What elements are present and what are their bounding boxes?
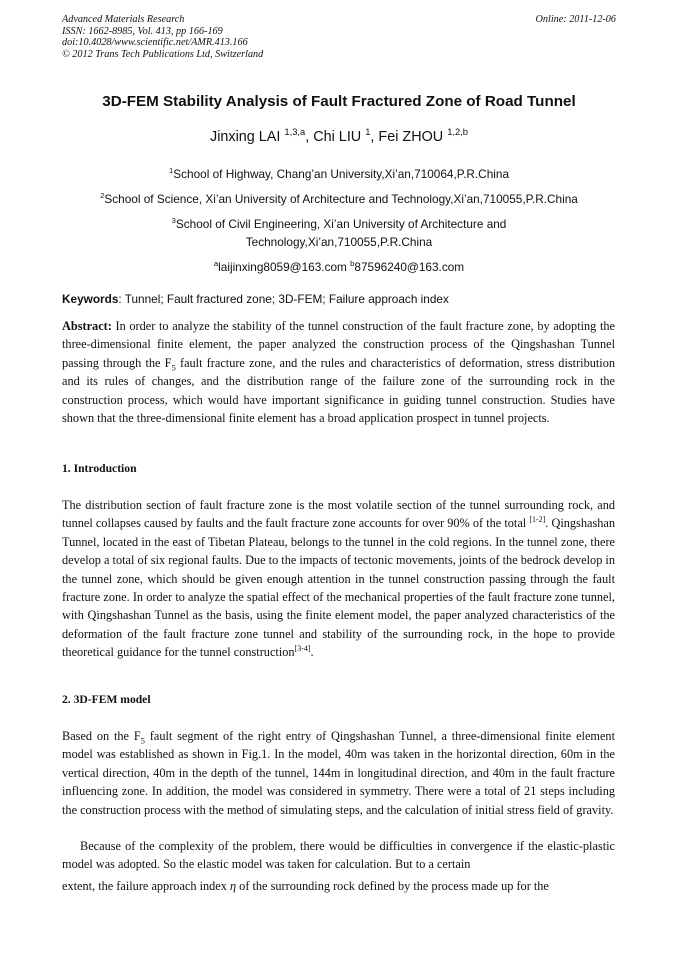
affil-sup: 3 (171, 216, 176, 226)
affil-sup: 2 (100, 191, 105, 201)
paragraph-text: Based on the F (62, 729, 141, 743)
citation: [3-4] (294, 644, 311, 654)
paragraph-text: The distribution section of fault fracture zone is the most volatile section of the tunnel surrounding rock, and tunnel collapses caused by faults and the fault fracture zone accounts for over 90% of the total (62, 498, 615, 531)
section-heading-introduction: 1. Introduction (62, 462, 137, 475)
keywords-text: : Tunnel; Fault fractured zone; 3D-FEM; Failure approach index (118, 292, 449, 306)
model-paragraph-3 (62, 877, 615, 895)
affiliation-2 (0, 190, 678, 208)
copyright-line: © 2012 Trans Tech Publications Ltd, Switzerland (62, 48, 264, 60)
author-name: Chi LIU (313, 129, 362, 145)
paragraph-text: . (310, 645, 314, 660)
affil-sup: 1 (168, 166, 174, 176)
subscript: 5 (140, 735, 145, 746)
citation: [1-2] (529, 515, 546, 525)
online-date: Online: 2011-12-06 (535, 14, 616, 25)
issn-line: ISSN: 1662-8985, Vol. 413, pp 166-169 (62, 25, 223, 37)
author-affil-sup: 1 (365, 127, 371, 138)
paragraph-text: . Qingshashan Tunnel, located in the east of Tibetan Plateau, belongs to the tunnel in the cold regions. In the tunnel zone, there develop a total of six regional faults. Due to the impacts of tectonic movements, joints of the bedrock develop in the tunnel zone, which should be given enough attention in the tunnel construction passing through the fault fracture zone. In order to analyze the spatial effect of the mechanical properties of the fault fracture zone tunnel, with Qingshashan Tunnel as the basis, using the finite element model, the paper analyzed characteristics of the deformation of the fault fracture zone tunnel and stability of the surrounding rock, in the hope to provide theoretical guidance for the tunnel construction (62, 516, 615, 660)
author-name: Jinxing LAI (210, 129, 281, 145)
abstract (62, 317, 615, 427)
journal-name: Advanced Materials Research (62, 14, 185, 25)
paragraph-text: extent, the failure approach index (62, 879, 230, 893)
paragraph-text: fault segment of the right entry of Qingshashan Tunnel, a three-dimensional finite element model was established as shown in Fig.1. In the model, 40m was taken in the horizontal direction, 60m in the vertical direction, 40m in the depth of the tunnel, 144m in longitudinal direction, and 40m in the fault fracture influencing zone. In addition, the model was considered in symmetry. There were a total of 21 steps including the construction process with the method of simulating steps, and the calculation of initial stress field of gravity. (62, 729, 615, 817)
author-separator: , (370, 129, 379, 145)
email-a: laijinxing8059@163.com (218, 260, 347, 274)
author-name: Fei ZHOU (378, 129, 444, 145)
keywords-label: Keywords (62, 292, 119, 306)
affiliation-1 (0, 165, 678, 183)
email-sup: b (350, 259, 355, 269)
affil-text: School of Science, Xi’an University of Architecture and Technology,Xi’an,710055,P.R.China (104, 192, 578, 206)
abstract-label: Abstract: (62, 319, 112, 333)
affiliation-3 (0, 215, 678, 251)
abstract-text: In order to analyze the stability of the tunnel construction of the fault fracture zone, by adopting the three-dimensional finite element, the paper analyzed the construction process of the Qingshashan Tunnel passing through the F (62, 319, 615, 370)
email-sup: a (213, 259, 219, 269)
affil-text: School of Civil Engineering, Xi’an University of Architecture and (175, 217, 507, 231)
email-b: 87596240@163.com (354, 260, 465, 274)
paper-title: 3D-FEM Stability Analysis of Fault Fractured Zone of Road Tunnel (102, 93, 576, 110)
journal-header (62, 14, 616, 60)
abstract-text: fault fracture zone, and the rules and characteristics of deformation, stress distribution and its rules of changes, and the distribution range of the failure zone of the surrounding rock in the construction process, which would have important significance in guiding tunnel construction. Studies have shown that the three-dimensional finite element has a broad application prospect in tunnel projects. (62, 355, 616, 426)
author-emails (0, 258, 678, 276)
model-paragraph-1 (62, 727, 615, 819)
author-separator: , (305, 129, 314, 145)
author-affil-sup: 1,3,a (284, 127, 306, 138)
section-heading-3dfem-model: 2. 3D-FEM model (62, 693, 151, 706)
subscript: 5 (171, 362, 176, 373)
eta-symbol: η (229, 879, 237, 893)
introduction-paragraph (62, 496, 615, 662)
author-affil-sup: 1,2,b (447, 127, 468, 138)
keywords (62, 292, 616, 306)
affil-text: School of Highway, Chang’an University,Xi’an,710064,P.R.China (173, 167, 509, 181)
affil-text: Technology,Xi’an,710055,P.R.China (245, 235, 433, 249)
model-paragraph-2: Because of the complexity of the problem, there would be difficulties in convergence if the elastic-plastic model was adopted. So the elastic model was taken for calculation. But to a certain (62, 839, 615, 872)
author-list (0, 129, 678, 145)
paragraph-text: of the surrounding rock defined by the process made up for the (236, 879, 549, 893)
doi-line: doi:10.4028/www.scientific.net/AMR.413.166 (62, 37, 248, 48)
